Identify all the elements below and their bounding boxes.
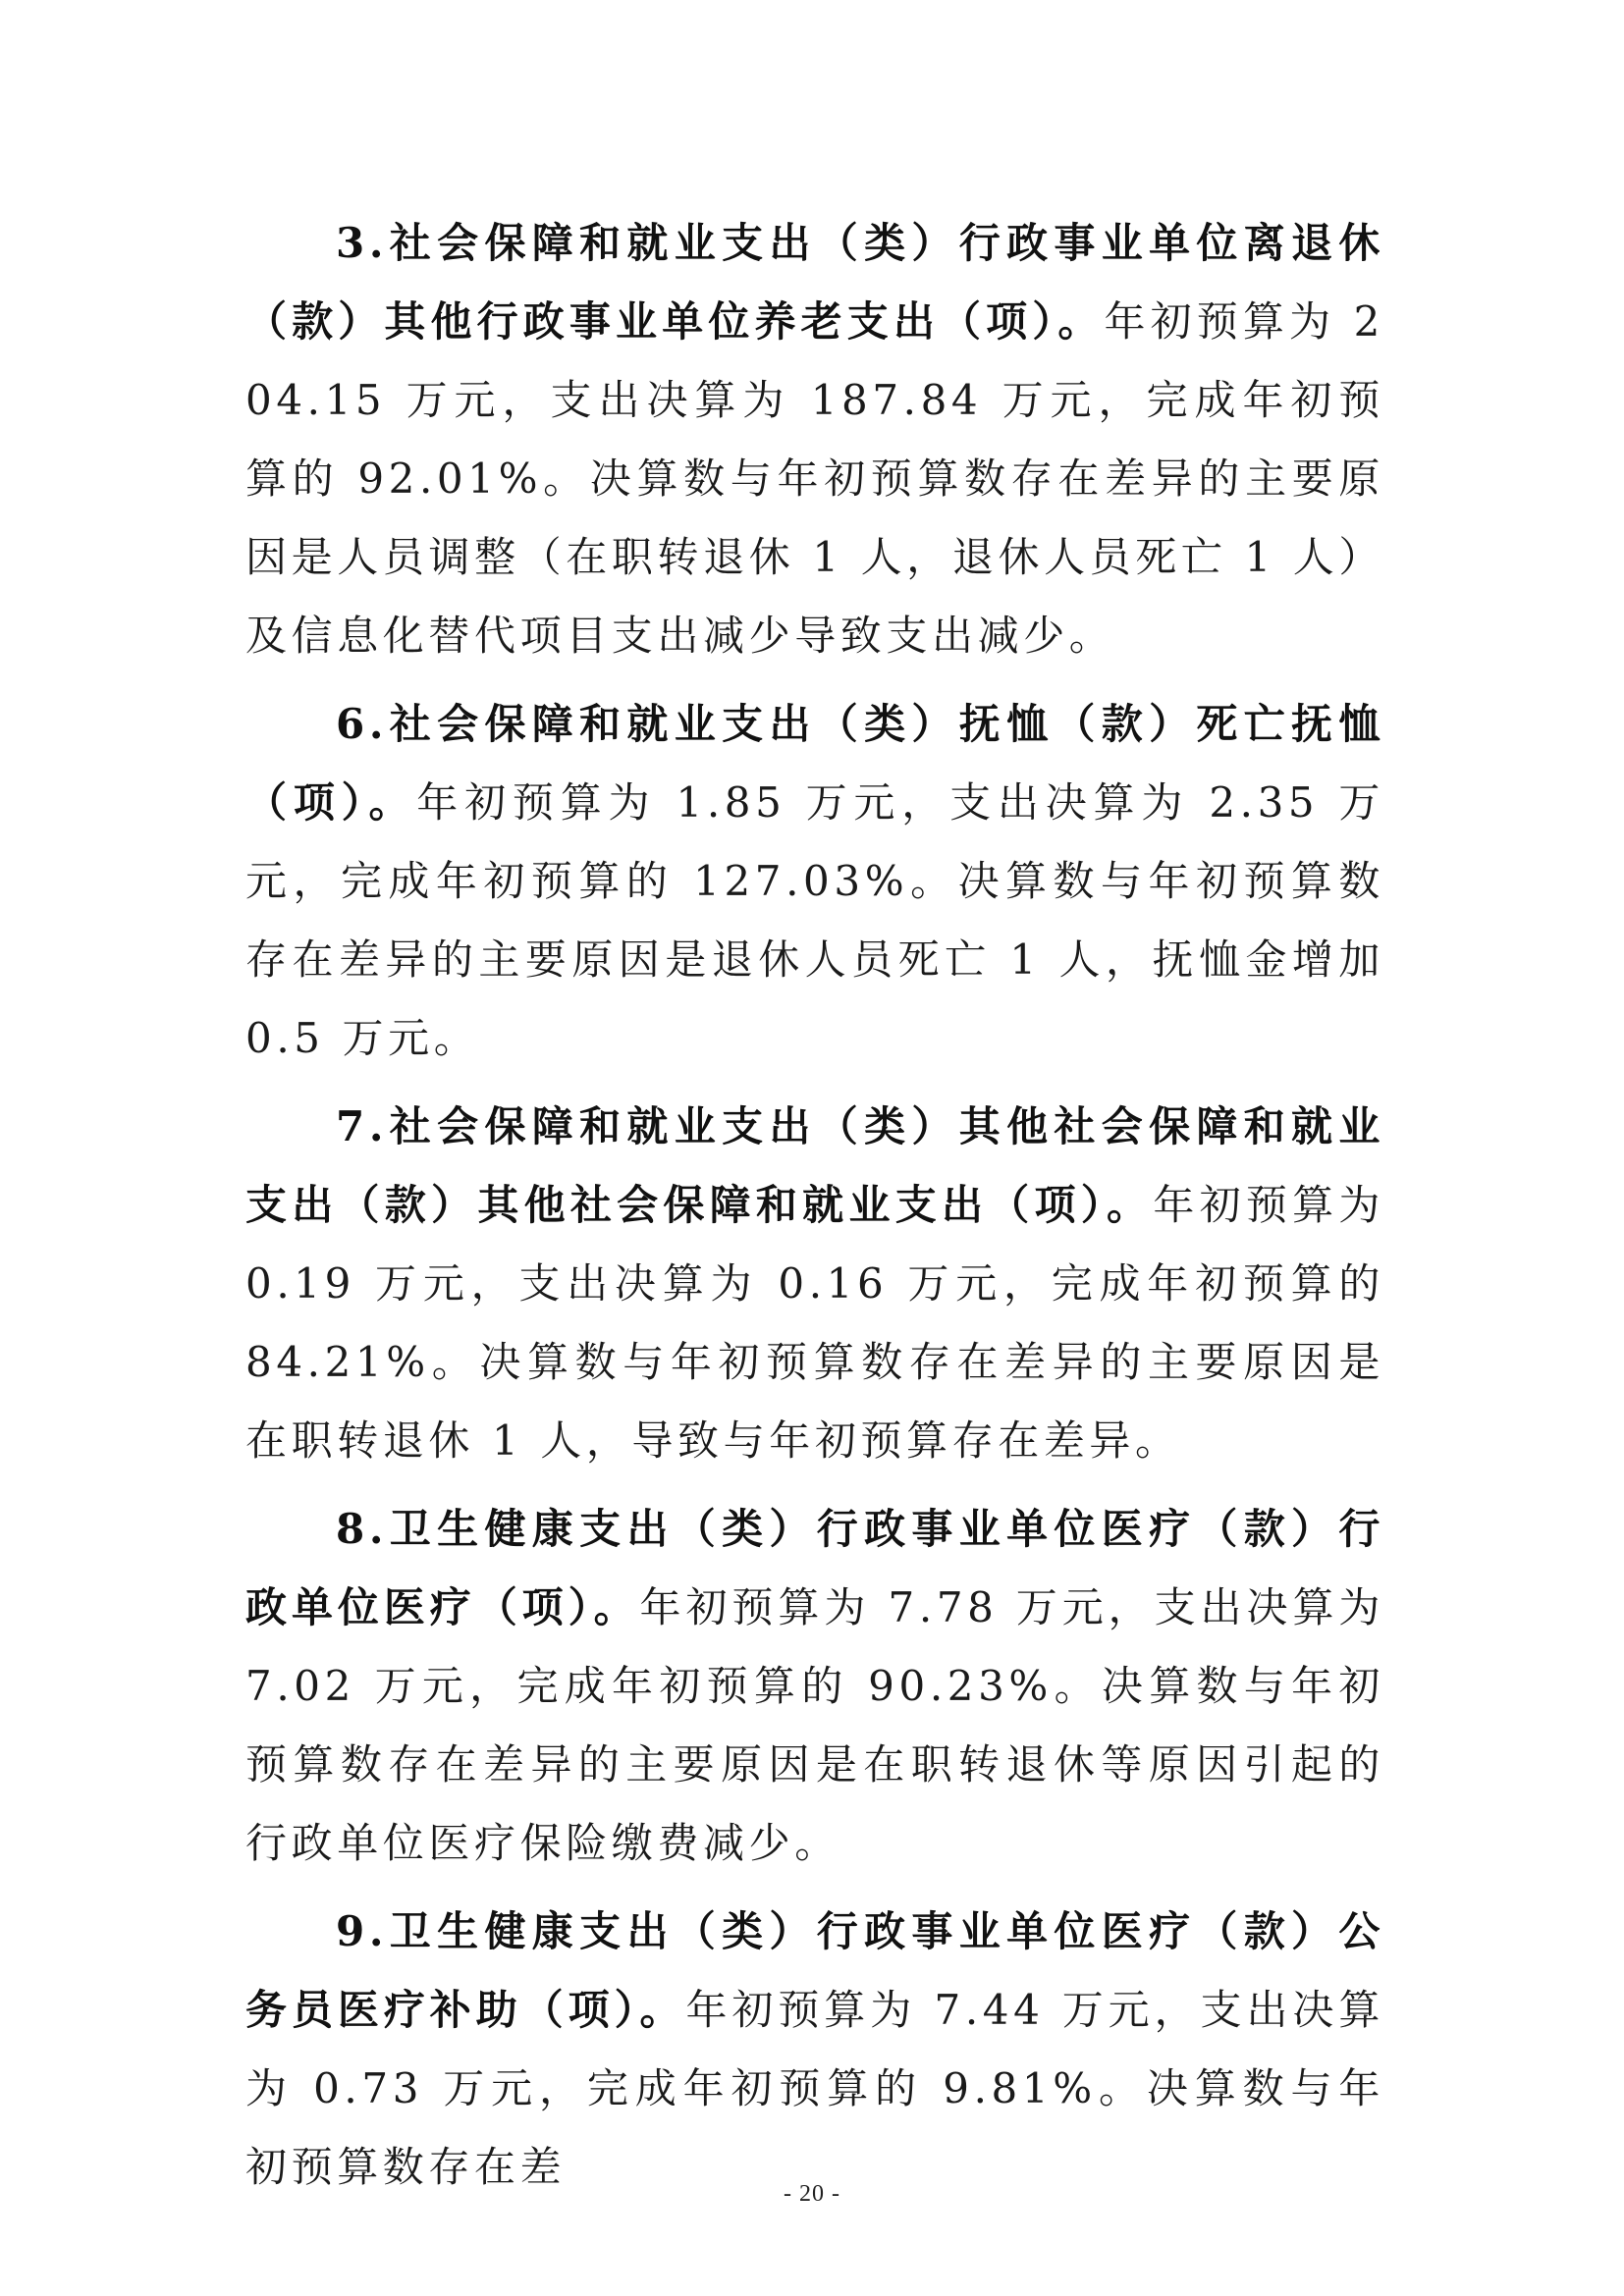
paragraph-heading: 7.社会保障和就业支出（类）其他社会保障和就业支出（款）其他社会保障和就业支出（项）。	[245, 1102, 1384, 1229]
paragraph-item-9	[245, 1893, 1384, 2207]
paragraph-item-6	[245, 685, 1384, 1078]
paragraph-body: 年初预算为 7.78 万元，支出决算为 7.02 万元，完成年初预算的 90.23%。决算数与年初预算数存在差异的主要原因是在职转退休等原因引起的行政单位医疗保险缴费减少。	[245, 1583, 1384, 1867]
paragraph-body: 年初预算为 1.85 万元，支出决算为 2.35 万元，完成年初预算的 127.03%。决算数与年初预算数存在差异的主要原因是退休人员死亡 1 人，抚恤金增加 0.5 万元。	[245, 778, 1384, 1062]
paragraph-item-3	[245, 204, 1384, 675]
paragraph-body: 年初预算为 204.15 万元，支出决算为 187.84 万元，完成年初预算的 92.01%。决算数与年初预算数存在差异的主要原因是人员调整（在职转退休 1 人，退休人员死亡 1 人）及信息化替代项目支出减少导致支出减少。	[245, 297, 1384, 660]
page-number: - 20 -	[784, 2181, 840, 2207]
paragraph-heading: 9.卫生健康支出（类）行政事业单位医疗（款）公务员医疗补助（项）。	[245, 1907, 1384, 2034]
paragraph-body: 年初预算为 0.19 万元，支出决算为 0.16 万元，完成年初预算的 84.21%。决算数与年初预算数存在差异的主要原因是在职转退休 1 人，导致与年初预算存在差异。	[245, 1181, 1384, 1465]
paragraph-heading: 3.社会保障和就业支出（类）行政事业单位离退休（款）其他行政事业单位养老支出（项）。	[245, 219, 1384, 346]
paragraph-item-7	[245, 1088, 1384, 1480]
paragraph-heading: 6.社会保障和就业支出（类）抚恤（款）死亡抚恤（项）。	[245, 700, 1384, 827]
document-body	[245, 204, 1384, 2216]
paragraph-item-8	[245, 1490, 1384, 1883]
paragraph-heading: 8.卫生健康支出（类）行政事业单位医疗（款）行政单位医疗（项）。	[245, 1505, 1384, 1631]
paragraph-body: 年初预算为 7.44 万元，支出决算为 0.73 万元，完成年初预算的 9.81%。决算数与年初预算数存在差	[245, 1986, 1384, 2191]
